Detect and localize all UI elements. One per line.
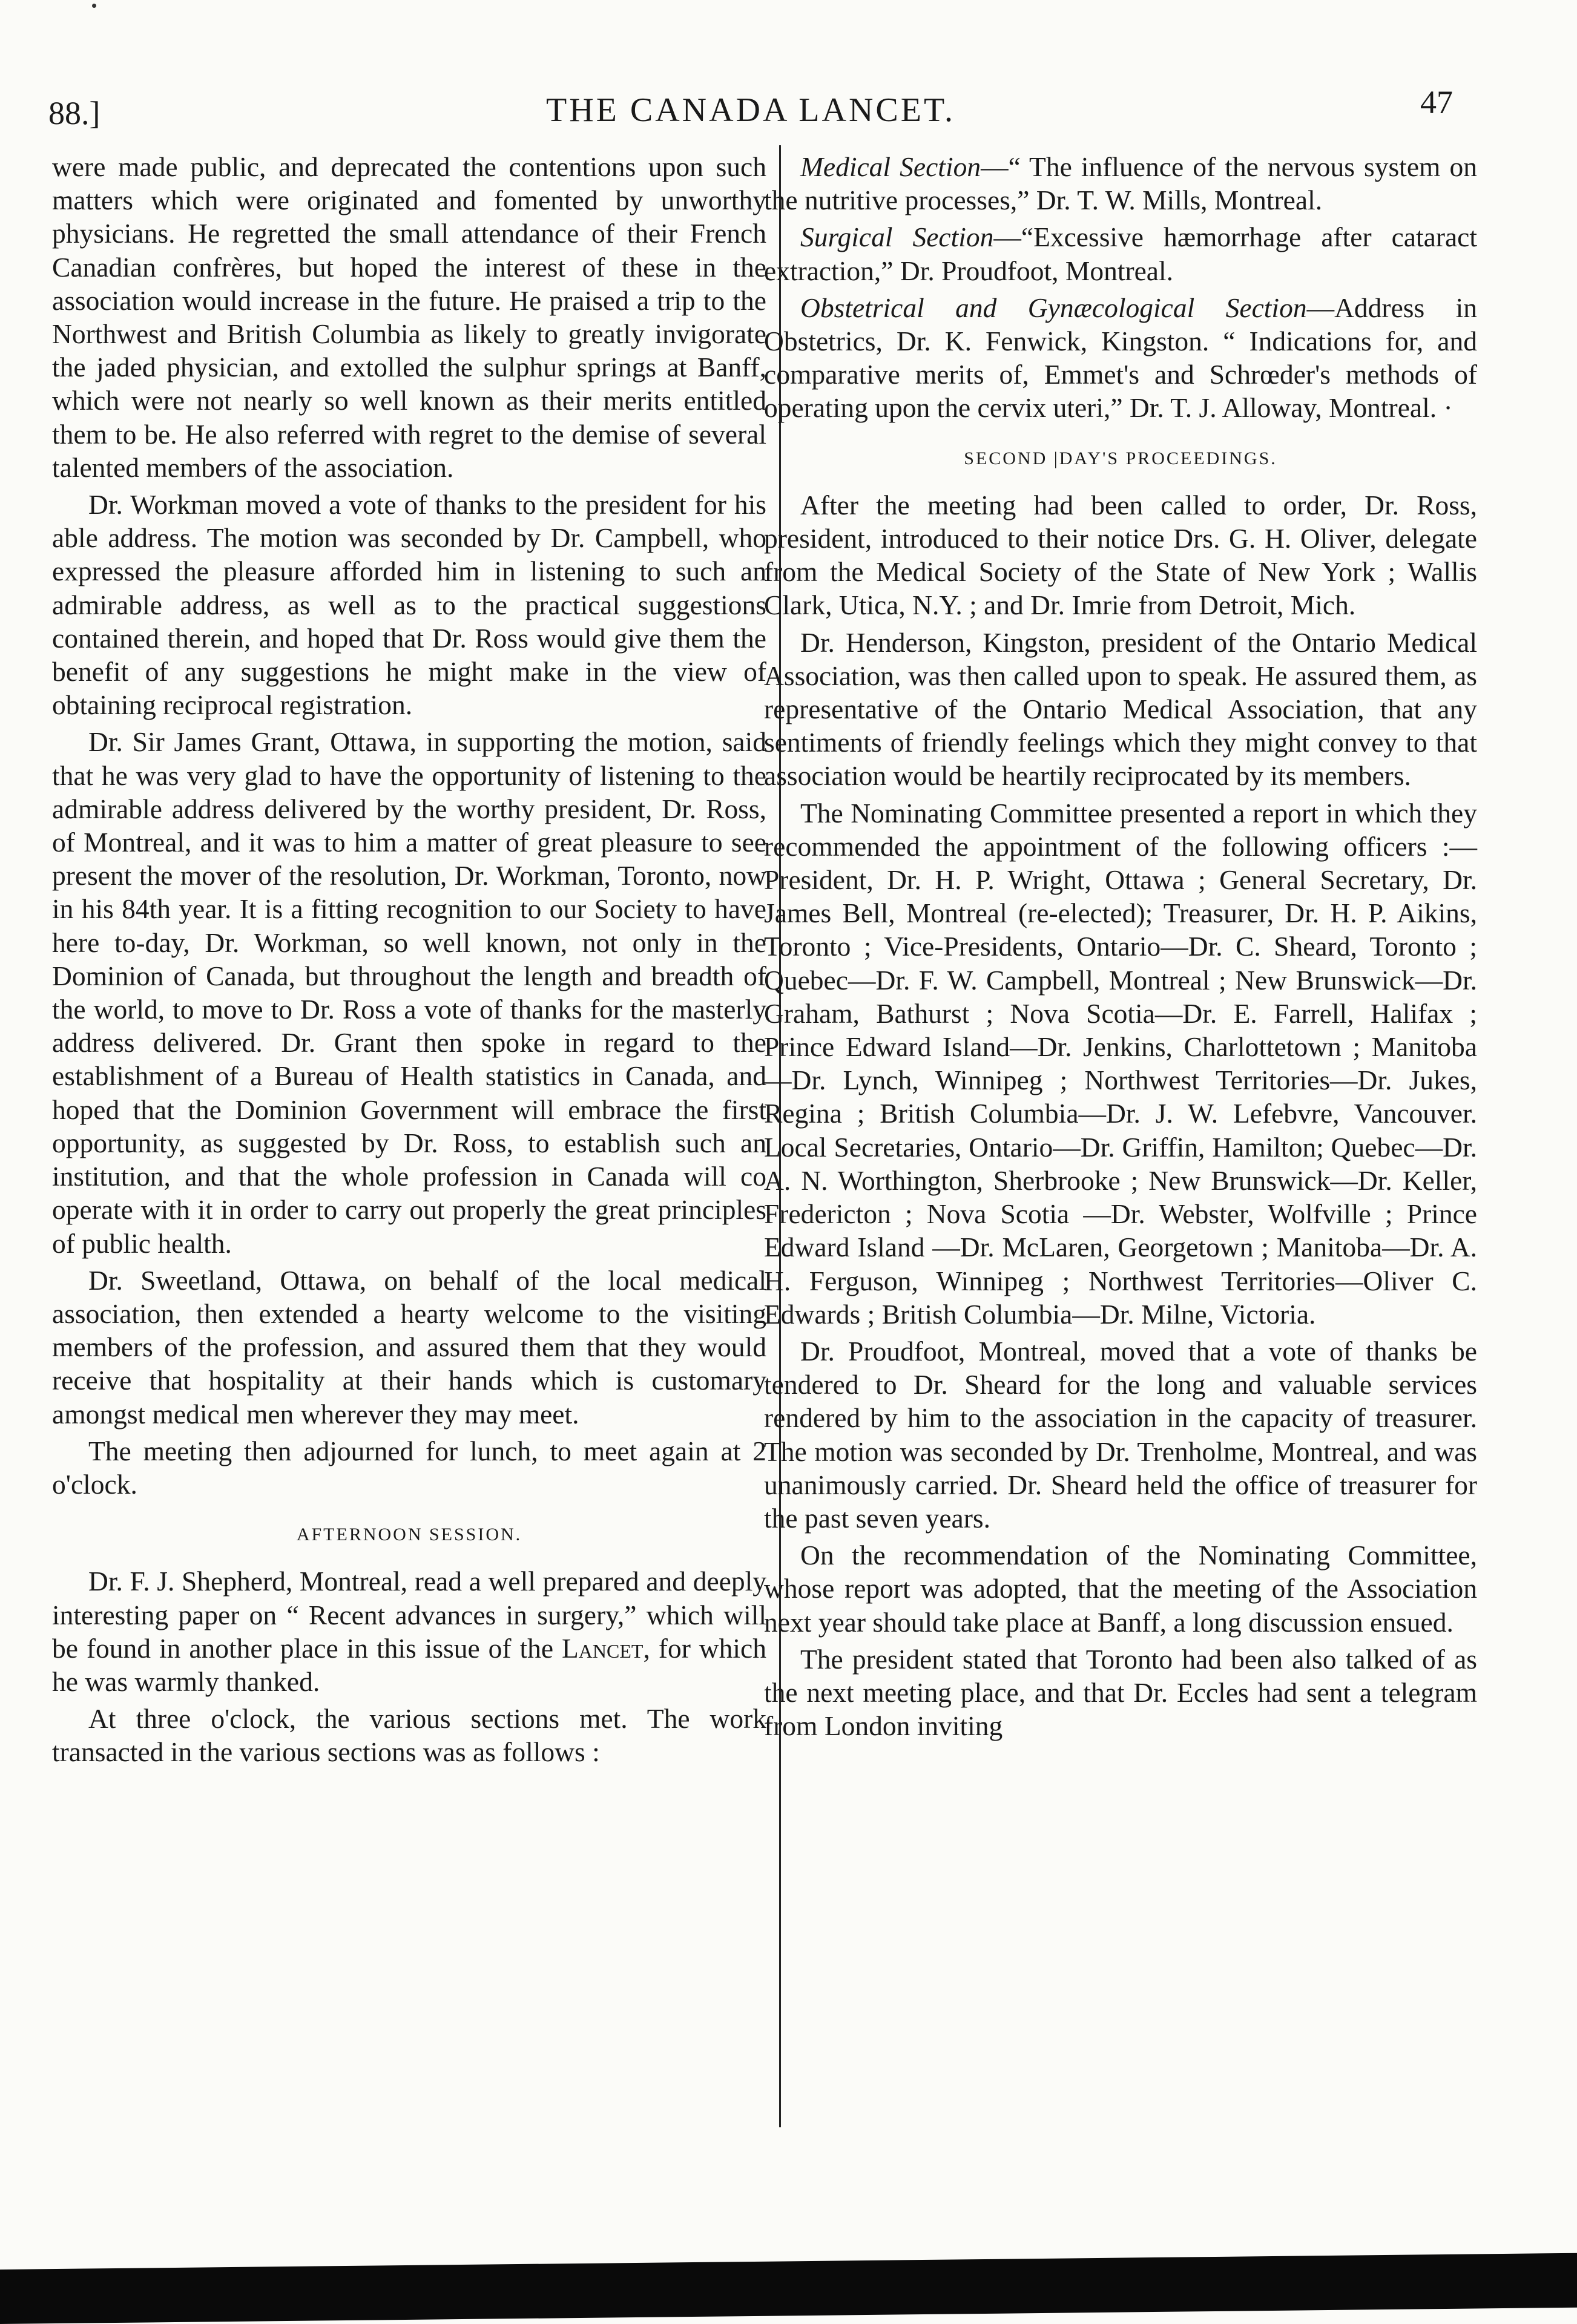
section-entry xyxy=(764,220,1477,287)
section-entry xyxy=(764,150,1477,217)
section-label: Surgical Section xyxy=(800,222,994,253)
text-run: Dr. F. J. Shepherd, Montreal, read a well prepared and deeply interesting paper on “ Recent advances in surgery,” which will be found in another place in this issue of the xyxy=(52,1566,766,1664)
paragraph: On the recommendation of the Nominating Committee, whose report was adopted, that the meeting of the Association next year should take place at Banff, a long discussion ensued. xyxy=(764,1540,1477,1638)
paragraph: Dr. Henderson, Kingston, president of the Ontario Medical Association, was then called upon to speak. He assured them, as representative of the Ontario Medical Association, that any sentiments of friendly feelings which they might convey to that association would be heartily reciprocated by its members. xyxy=(764,626,1477,792)
text-run: —“ The influence of the nervous system on the nutritive processes,” Dr. T. W. Mills, Montreal. xyxy=(764,151,1477,216)
paragraph: Dr. Sir James Grant, Ottawa, in supporting the motion, said that he was very glad to have the opportunity of listening to the admirable address delivered by the worthy president, Dr. Ross, of Montreal, and it was to him a matter of great pleasure to see present the mover of the resolution, Dr. Workman, Toronto, now in his 84th year. It is a fitting recognition to our Society to have here to-day, Dr. Workman, so well known, not only in the Dominion of Canada, but throughout the length and breadth of the world, to move to Dr. Ross a vote of thanks for the masterly address delivered. Dr. Grant then spoke in regard to the establishment of a Bureau of Health statistics in Canada, and hoped that the Dominion Government will embrace the first opportunity, as suggested by Dr. Ross, to establish such an institution, and that the whole profession in Canada will co operate with it in order to carry out properly the great principles of public health. xyxy=(52,726,766,1259)
paragraph: were made public, and deprecated the contentions upon such matters which were originated and fomented by unworthy physicians. He regretted the small attendance of their French Canadian confrères, but hoped the interest of these in the association would increase in the future. He praised a trip to the Northwest and British Columbia as likely to greatly invigorate the jaded physician, and extolled the sulphur springs at Banff, which were not nearly so well known as their merits entitled them to be. He also referred with regret to the demise of several talented members of the association. xyxy=(52,151,766,483)
section-heading: AFTERNOON SESSION. xyxy=(296,1525,522,1545)
issue-number: 88.] xyxy=(48,95,100,131)
journal-name: Lancet xyxy=(562,1632,644,1664)
right-column xyxy=(764,150,1477,1742)
left-column xyxy=(52,150,766,1769)
paragraph: Dr. Sweetland, Ottawa, on behalf of the local medical association, then extended a hearty welcome to the visiting members of the profession, and assured them that they would receive that hospitality at their hands which is customary amongst medical men wherever they may meet. xyxy=(52,1264,766,1430)
text-run: —“Excessive hæmorrhage after cataract extraction,” Dr. Proudfoot, Montreal. xyxy=(764,222,1478,286)
section-heading: SECOND |DAY'S PROCEEDINGS. xyxy=(964,448,1277,468)
paragraph: After the meeting had been called to order, Dr. Ross, president, introduced to their notice Drs. G. H. Oliver, delegate from the Medical Society of the State of New York ; Wallis Clark, Utica, N.Y. ; and Dr. Imrie from Detroit, Mich. xyxy=(764,489,1477,621)
paragraph: The president stated that Toronto had been also talked of as the next meeting place, and that Dr. Eccles had sent a telegram from London inviting xyxy=(764,1643,1477,1742)
section-label: Obstetrical and Gynæcological Section xyxy=(800,292,1307,323)
journal-title: THE CANADA LANCET. xyxy=(545,91,956,129)
running-header xyxy=(48,84,1453,132)
text-run: , for which he was warmly thanked. xyxy=(52,1632,766,1697)
paragraph: The meeting then adjourned for lunch, to meet again at 2 o'clock. xyxy=(52,1435,766,1500)
page-number: 47 xyxy=(1420,84,1453,120)
scan-edge-shadow xyxy=(0,2253,1577,2324)
paragraph: The Nominating Committee presented a report in which they recommended the appointment of the following officers :—President, Dr. H. P. Wright, Ottawa ; General Secretary, Dr. James Bell, Montreal (re-elected); Treasurer, Dr. H. P. Aikins, Toronto ; Vice-Presidents, Ontario—Dr. C. Sheard, Toronto ; Quebec—Dr. F. W. Campbell, Montreal ; New Brunswick—Dr. Graham, Bathurst ; Nova Scotia—Dr. E. Farrell, Halifax ; Prince Edward Island—Dr. Jenkins, Charlottetown ; Manitoba—Dr. Lynch, Winnipeg ; Northwest Territories—Dr. Jukes, Regina ; British Columbia—Dr. J. W. Lefebvre, Vancouver. Local Secretaries, Ontario—Dr. Griffin, Hamilton; Quebec—Dr. A. N. Worthington, Sherbrooke ; New Brunswick—Dr. Keller, Fredericton ; Nova Scotia —Dr. Webster, Wolfville ; Prince Edward Island —Dr. McLaren, Georgetown ; Manitoba—Dr. A. H. Ferguson, Winnipeg ; Northwest Territories—Oliver C. Edwards ; British Columbia—Dr. Milne, Victoria. xyxy=(764,797,1477,1330)
text-run: —Address in Obstetrics, Dr. K. Fenwick, Kingston. “ Indications for, and comparative merits of, Emmet's and Schrœder's methods of operating upon the cervix uteri,” Dr. T. J. Alloway, Montreal. · xyxy=(764,292,1477,424)
paragraph: Dr. Proudfoot, Montreal, moved that a vote of thanks be tendered to Dr. Sheard for the long and valuable services rendered by him to the association in the capacity of treasurer. The motion was seconded by Dr. Trenholme, Montreal, and was unanimously carried. Dr. Sheard held the office of treasurer for the past seven years. xyxy=(764,1335,1477,1534)
paragraph: Dr. Workman moved a vote of thanks to the president for his able address. The motion was seconded by Dr. Campbell, who expressed the pleasure afforded him in listening to such an admirable address, as well as to the practical suggestions contained therein, and hoped that Dr. Ross would give them the benefit of any suggestions he might make in the view of obtaining reciprocal registration. xyxy=(52,489,766,721)
paragraph: At three o'clock, the various sections met. The work transacted in the various sections was as follows : xyxy=(52,1703,766,1768)
paragraph xyxy=(52,1564,766,1698)
section-label: Medical Section xyxy=(800,151,981,182)
stray-mark xyxy=(92,4,96,8)
section-entry xyxy=(764,291,1477,425)
